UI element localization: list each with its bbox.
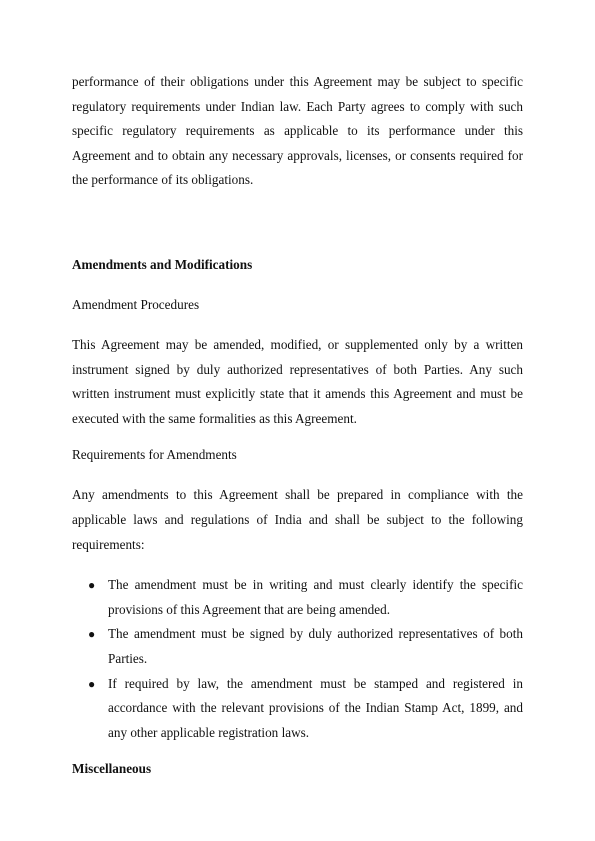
list-item-text: The amendment must be signed by duly authorized representatives of both Parties. <box>108 626 523 666</box>
list-item <box>72 573 523 622</box>
document-page <box>72 70 523 779</box>
list-item <box>72 672 523 746</box>
list-item-text: If required by law, the amendment must be stamped and registered in accordance with the relevant provisions of the Indian Stamp Act, 1899, and any other applicable registration laws. <box>108 675 523 740</box>
list-item <box>72 622 523 671</box>
intro-paragraph: performance of their obligations under this Agreement may be subject to specific regulatory requirements under Indian law. Each Party agrees to comply with such specific regulatory requirements as applicable to its performance under this Agreement and to obtain any necessary approvals, licenses, or consents required for the performance of its obligations. <box>72 74 523 188</box>
subheading-requirements-for-amendments: Requirements for Amendments <box>72 447 237 463</box>
section-heading-miscellaneous: Miscellaneous <box>72 761 152 777</box>
bullet-icon: ● <box>88 578 96 593</box>
list-item-text: The amendment must be in writing and must clearly identify the specific provisions of this Agreement that are being amended. <box>108 577 523 617</box>
requirements-paragraph: Any amendments to this Agreement shall be prepared in compliance with the applicable laws and regulations of India and shall be subject to the following requirements: <box>72 487 523 552</box>
section-heading-amendments: Amendments and Modifications <box>72 256 253 272</box>
requirements-list <box>72 573 523 745</box>
bullet-icon: ● <box>88 627 96 642</box>
amendment-procedures-paragraph: This Agreement may be amended, modified, or supplemented only by a written instrument signed by duly authorized representatives of both Parties. Any such written instrument must explicitly state that it amends this Agreement and must be executed with the same formalities as this Agreement. <box>72 336 523 426</box>
bullet-icon: ● <box>88 676 96 691</box>
subheading-amendment-procedures: Amendment Procedures <box>72 296 200 312</box>
